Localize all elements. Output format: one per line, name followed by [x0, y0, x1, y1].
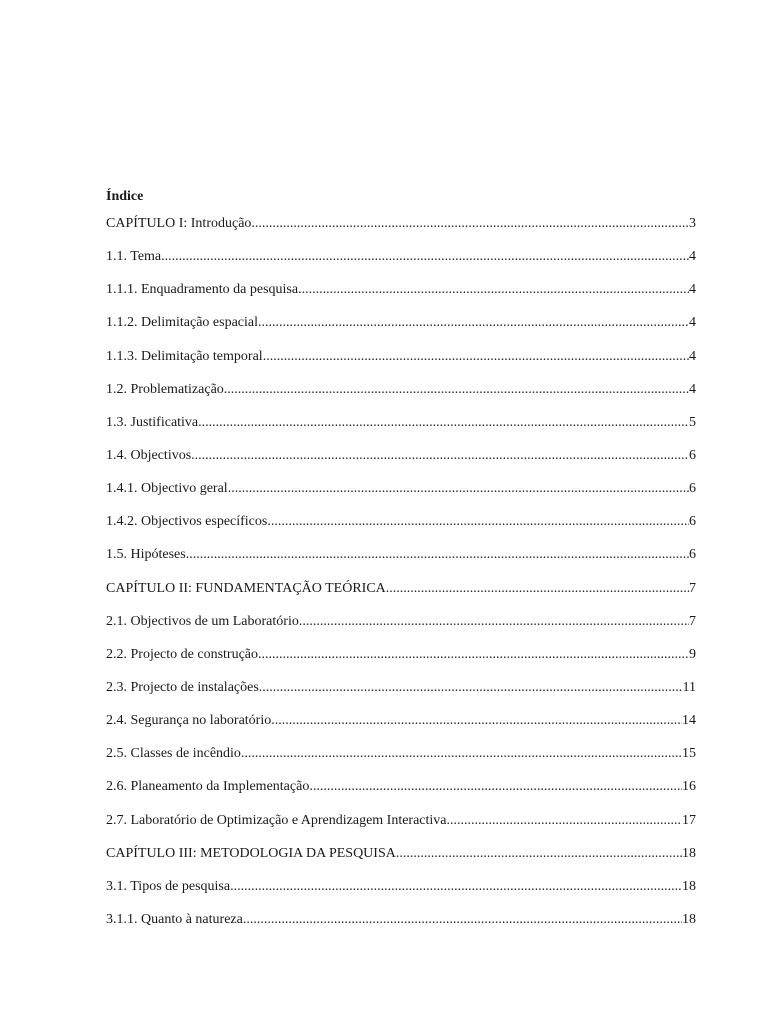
toc-entry-title: 1.1.3. Delimitação temporal: [106, 348, 263, 364]
toc-entry-page: 7: [689, 580, 696, 596]
toc-entry-page: 17: [682, 812, 696, 828]
toc-entry-title: 3.1. Tipos de pesquisa: [106, 878, 231, 894]
toc-entry-title: CAPÍTULO II: FUNDAMENTAÇÃO TEÓRICA: [106, 580, 386, 596]
toc-entry-page: 4: [689, 249, 696, 265]
toc-entry[interactable]: [106, 413, 696, 446]
toc-heading: Índice: [106, 189, 144, 204]
toc-entry-page: 6: [689, 547, 696, 563]
toc-dot-leader: [224, 380, 689, 400]
toc-entry-title: 1.4.1. Objectivo geral: [106, 481, 228, 497]
toc-entry[interactable]: [106, 811, 696, 844]
toc-dot-leader: [299, 612, 689, 632]
toc-dot-leader: [251, 214, 689, 234]
toc-entry[interactable]: [106, 545, 696, 578]
toc-dot-leader: [161, 247, 689, 267]
toc-entry[interactable]: [106, 645, 696, 678]
toc-entry[interactable]: [106, 678, 696, 711]
toc-entry-title: 1.1.1. Enquadramento da pesquisa: [106, 282, 299, 298]
toc-entry[interactable]: [106, 910, 696, 943]
toc-entry-title: 2.1. Objectivos de um Laboratório: [106, 613, 299, 629]
toc-entry-page: 18: [682, 878, 696, 894]
toc-entry-page: 6: [689, 447, 696, 463]
toc-entry-page: 4: [689, 381, 696, 397]
toc-dot-leader: [191, 446, 689, 466]
toc-dot-leader: [263, 347, 689, 367]
toc-entry-title: 1.4. Objectivos: [106, 447, 192, 463]
toc-entry-page: 6: [689, 481, 696, 497]
toc-entry[interactable]: [106, 446, 696, 479]
toc-dot-leader: [447, 811, 682, 831]
toc-entry-title: CAPÍTULO III: METODOLOGIA DA PESQUISA: [106, 845, 396, 861]
toc-entry-page: 14: [682, 713, 696, 729]
toc-list: [106, 214, 696, 943]
toc-entry[interactable]: [106, 744, 696, 777]
toc-entry-title: 1.1.2. Delimitação espacial: [106, 315, 258, 331]
toc-entry-page: 4: [689, 282, 696, 298]
toc-entry-page: 18: [682, 911, 696, 927]
toc-entry-title: 1.2. Problematização: [106, 381, 224, 397]
toc-entry-page: 3: [689, 216, 696, 231]
toc-entry-page: 15: [682, 746, 696, 762]
toc-entry[interactable]: [106, 347, 696, 380]
toc-entry-title: 1.4.2. Objectivos específicos: [106, 514, 268, 530]
toc-dot-leader: [267, 512, 689, 532]
toc-entry[interactable]: [106, 214, 696, 247]
toc-entry-page: 18: [682, 845, 696, 861]
toc-entry[interactable]: [106, 844, 696, 877]
toc-entry-title: 2.2. Projecto de construção: [106, 646, 259, 662]
toc-entry[interactable]: [106, 380, 696, 413]
toc-entry-title: 1.5. Hipóteses: [106, 547, 186, 563]
toc-entry[interactable]: [106, 877, 696, 910]
toc-dot-leader: [271, 711, 682, 731]
toc-entry-title: 1.3. Justificativa: [106, 414, 199, 430]
toc-entry-title: 2.6. Planeamento da Implementação: [106, 779, 310, 795]
toc-entry[interactable]: [106, 512, 696, 545]
toc-dot-leader: [309, 777, 682, 797]
toc-dot-leader: [298, 280, 689, 300]
toc-entry[interactable]: [106, 479, 696, 512]
toc-entry[interactable]: [106, 612, 696, 645]
toc-entry[interactable]: [106, 777, 696, 810]
toc-entry[interactable]: [106, 280, 696, 313]
toc-entry-title: 2.4. Segurança no laboratório: [106, 713, 272, 729]
toc-dot-leader: [198, 413, 689, 433]
toc-entry[interactable]: [106, 579, 696, 612]
toc-dot-leader: [258, 313, 689, 333]
toc-entry-page: 4: [689, 348, 696, 364]
toc-dot-leader: [241, 744, 682, 764]
toc-entry-title: 2.3. Projecto de instalações: [106, 679, 259, 695]
toc-entry[interactable]: [106, 313, 696, 346]
toc-entry-title: 2.5. Classes de incêndio: [106, 746, 241, 762]
toc-entry-page: 4: [689, 315, 696, 331]
toc-entry-page: 5: [689, 414, 696, 430]
toc-entry-page: 11: [682, 679, 696, 695]
toc-dot-leader: [230, 877, 682, 897]
toc-dot-leader: [396, 844, 682, 864]
toc-dot-leader: [259, 678, 683, 698]
toc-dot-leader: [386, 579, 689, 599]
toc-entry-page: 16: [682, 779, 696, 795]
toc-entry-title: CAPÍTULO I: Introdução: [106, 216, 252, 231]
toc-dot-leader: [258, 645, 689, 665]
toc-entry-title: 1.1. Tema: [106, 249, 162, 265]
toc-dot-leader: [186, 545, 689, 565]
toc-entry-page: 7: [689, 613, 696, 629]
toc-entry-title: 3.1.1. Quanto à natureza: [106, 911, 243, 927]
toc-dot-leader: [243, 910, 682, 930]
toc-entry[interactable]: [106, 247, 696, 280]
toc-entry-title: 2.7. Laboratório de Optimização e Aprendizagem Interactiva: [106, 812, 447, 828]
toc-entry-page: 9: [689, 646, 696, 662]
toc-dot-leader: [228, 479, 689, 499]
toc-entry-page: 6: [689, 514, 696, 530]
toc-entry[interactable]: [106, 711, 696, 744]
